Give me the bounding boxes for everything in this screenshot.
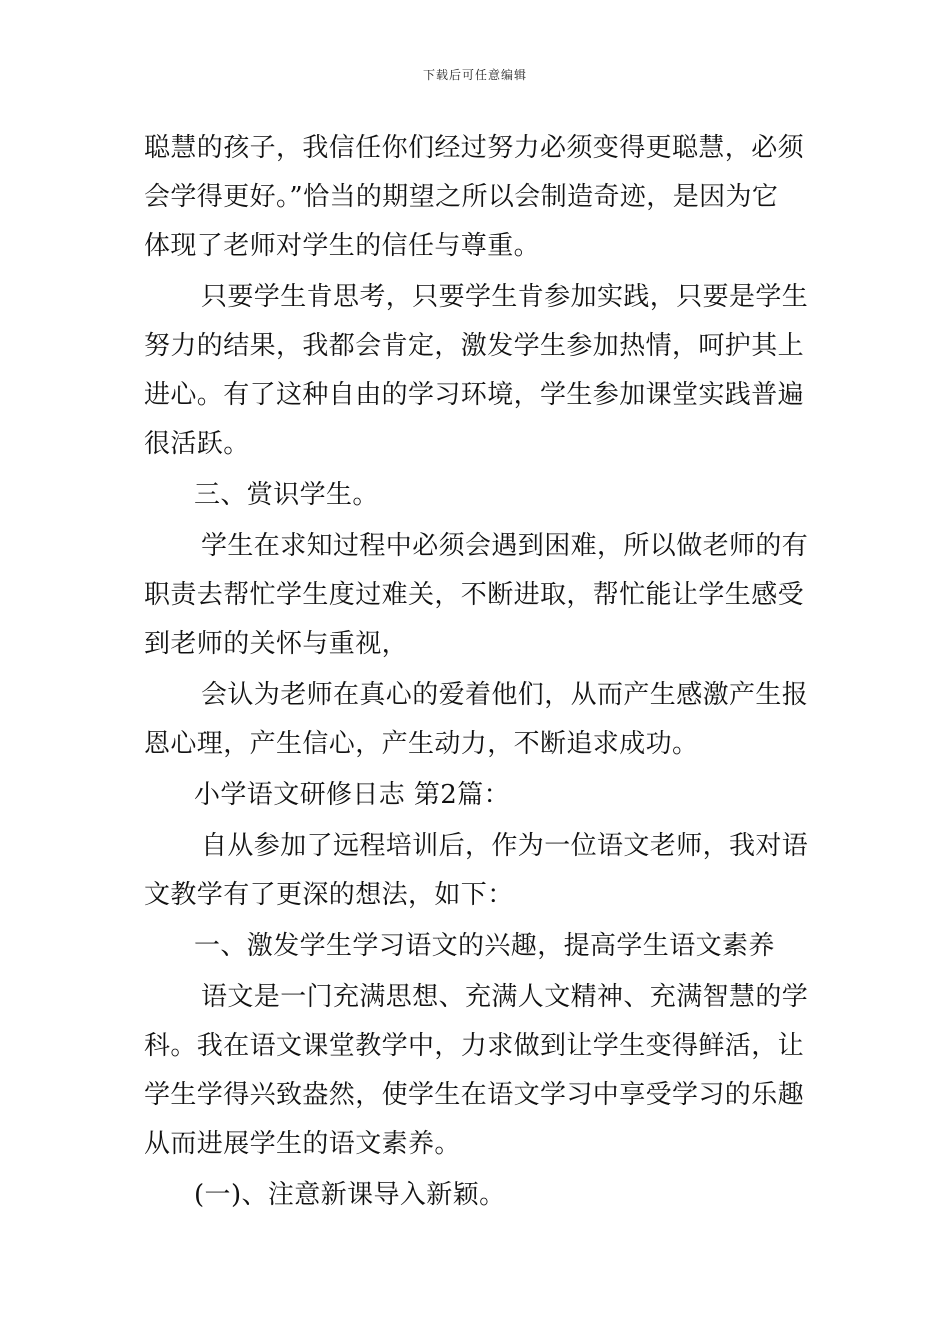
section-heading: 三、赏识学生。 xyxy=(194,480,379,510)
text-line: 文教学有了更深的想法，如下： xyxy=(144,880,514,910)
text-line: 只要学生肯思考，只要学生肯参加实践，只要是学生 xyxy=(201,282,809,312)
text-line: 到老师的关怀与重视， xyxy=(144,629,409,659)
section-heading: 一、激发学生学习语文的兴趣，提高学生语文素养 xyxy=(194,931,775,961)
text-line: 学生学得兴致盎然，使学生在语文学习中享受学习的乐趣 xyxy=(144,1080,805,1110)
text-line: 聪慧的孩子，我信任你们经过努力必须变得更聪慧，必须 xyxy=(144,133,805,163)
document-body xyxy=(144,124,809,1220)
text-line: 恩心理，产生信心，产生动力，不断追求成功。 xyxy=(144,729,699,759)
text-line: 学生在求知过程中必须会遇到困难，所以做老师的有 xyxy=(201,531,809,561)
text-line: 很活跃。 xyxy=(144,429,250,459)
article-title: 小学语文研修日志 第2篇： xyxy=(194,780,511,810)
page-header-note: 下载后可任意编辑 xyxy=(422,68,527,82)
text-line: 科。我在语文课堂教学中，力求做到让学生变得鲜活，让 xyxy=(144,1031,805,1061)
text-line: 自从参加了远程培训后，作为一位语文老师，我对语 xyxy=(201,831,809,861)
text-line: 体现了老师对学生的信任与尊重。 xyxy=(144,231,541,261)
text-line: 会认为老师在真心的爱着他们，从而产生感激产生报 xyxy=(201,680,809,710)
text-line: 语文是一门充满思想、充满人文精神、充满智慧的学 xyxy=(201,982,809,1012)
subsection-heading: (一)、注意新课导入新颖。 xyxy=(194,1180,506,1210)
text-line: 会学得更好。”恰当的期望之所以会制造奇迹，是因为它 xyxy=(144,182,779,212)
text-line: 进心。有了这种自由的学习环境，学生参加课堂实践普遍 xyxy=(144,380,805,410)
text-line: 从而进展学生的语文素养。 xyxy=(144,1129,461,1159)
text-line: 职责去帮忙学生度过难关，不断进取，帮忙能让学生感受 xyxy=(144,580,805,610)
text-line: 努力的结果，我都会肯定，激发学生参加热情，呵护其上 xyxy=(144,331,805,361)
